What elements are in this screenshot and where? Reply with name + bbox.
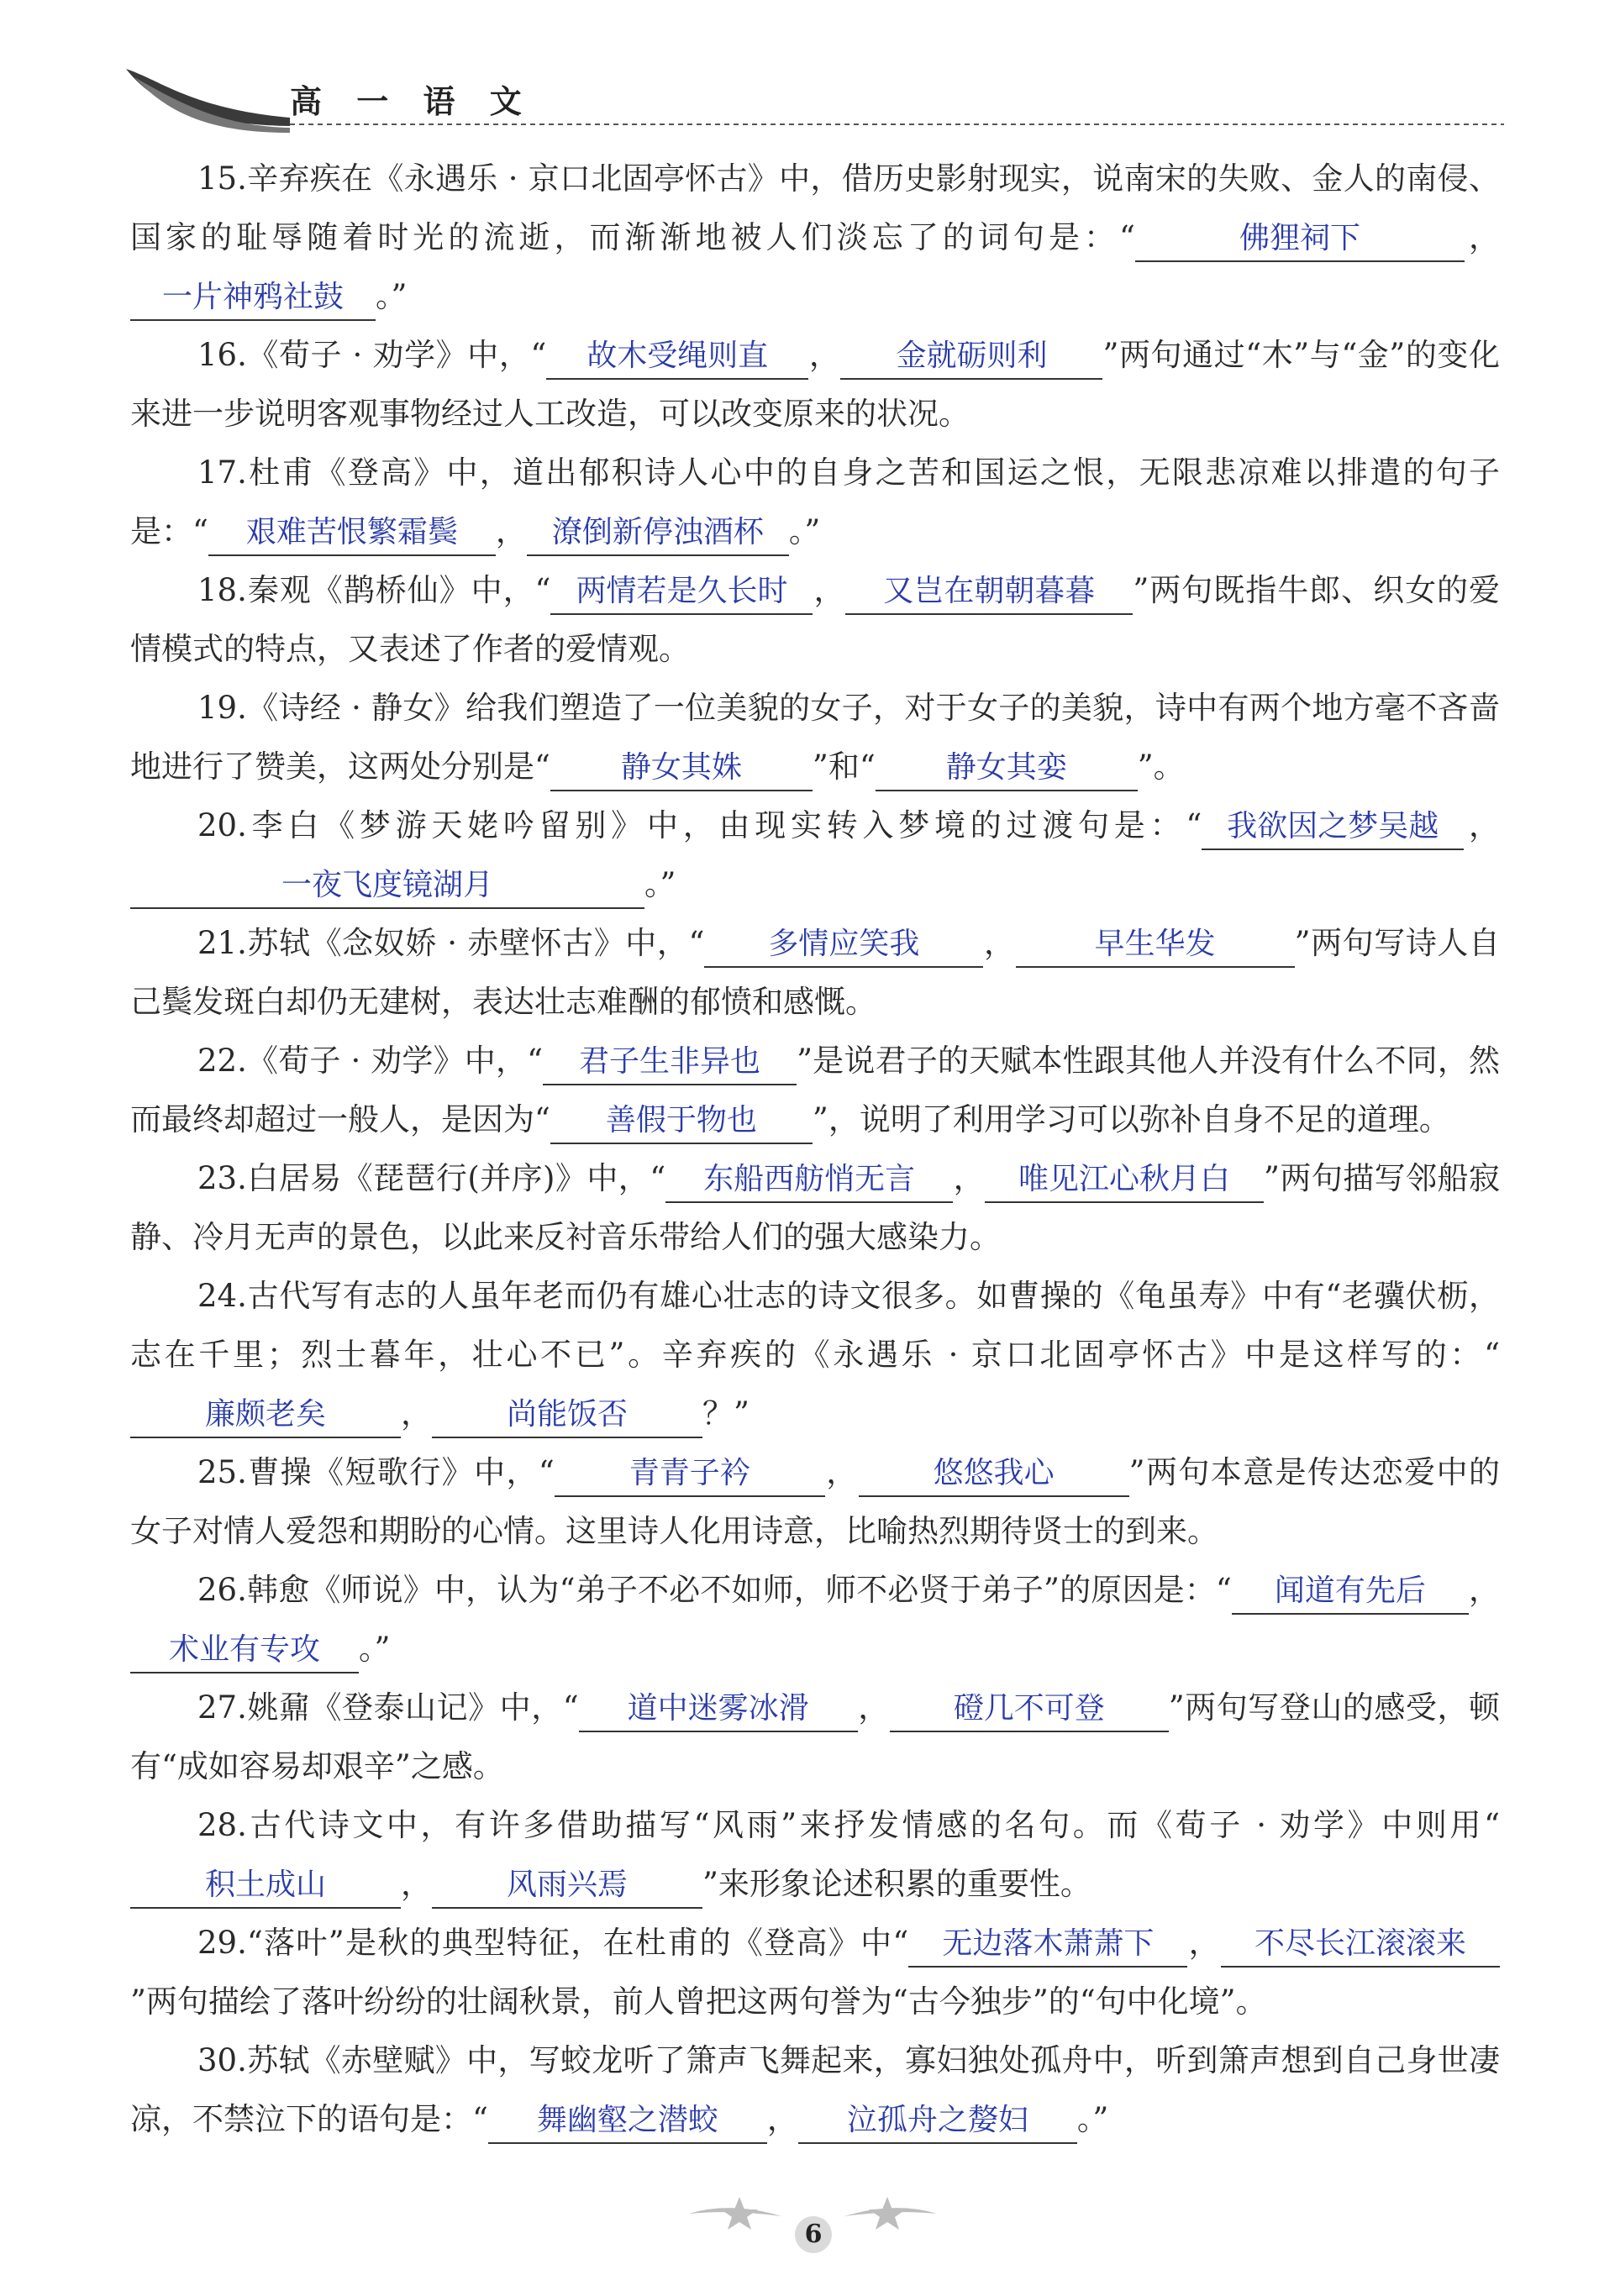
question-item — [130, 679, 1500, 796]
answer-blank: 尚能饭否 — [432, 1396, 702, 1438]
answer-blank: 善假于物也 — [550, 1102, 813, 1144]
question-item — [130, 1443, 1500, 1561]
answer-blank: 唯见江心秋月白 — [985, 1161, 1264, 1203]
header-swoosh-decoration — [0, 0, 1620, 147]
question-text: 韩愈《师说》中，认为“弟子不必不如师，师不必贤于弟子”的原因是：“ — [246, 1572, 1232, 1608]
question-text: ？” — [702, 1395, 750, 1432]
answer-blank: 青青子衿 — [555, 1455, 825, 1497]
question-text: 古代诗文中，有许多借助描写“风雨”来抒发情感的名句。而《荀子 · 劝学》中则用“ — [246, 1807, 1500, 1843]
question-text: ， — [813, 572, 846, 608]
answer-blank: 一夜飞度镜湖月 — [130, 867, 644, 909]
question-number: 18. — [197, 572, 247, 608]
answer-blank: 故木受绳则直 — [546, 338, 808, 380]
question-text: ”两句描绘了落叶纷纷的壮阔秋景，前人曾把这两句誉为“古今独步”的“句中化境”。 — [130, 1983, 1267, 2020]
question-item — [130, 1796, 1500, 1914]
answer-blank: 泣孤舟之嫠妇 — [798, 2102, 1077, 2144]
question-list — [130, 150, 1500, 2149]
question-text: 《诗经 · 静女》给我们塑造了一位美貌的女子，对于女子的美貌，诗中有两个地方毫不吝啬地进行了赞美，这两处分别是“ — [130, 690, 1501, 785]
answer-blank: 廉颇老矣 — [130, 1396, 401, 1438]
question-text: ”来形象论述积累的重要性。 — [702, 1866, 1091, 1902]
answer-blank: 潦倒新停浊酒杯 — [527, 514, 789, 556]
question-text: 姚鼐《登泰山记》中，“ — [246, 1689, 579, 1726]
question-text: 白居易《琵琶行(并序)》中，“ — [246, 1160, 666, 1196]
answer-blank: 早生华发 — [1016, 926, 1295, 968]
question-item — [130, 1032, 1500, 1149]
question-text: ， — [401, 1866, 432, 1902]
question-number: 15. — [197, 160, 247, 197]
question-number: 20. — [197, 807, 247, 843]
answer-blank: 东船西舫悄无言 — [665, 1161, 953, 1203]
question-text: ”，说明了利用学习可以弥补自身不足的道理。 — [812, 1101, 1450, 1137]
answer-blank: 又岂在朝朝暮暮 — [845, 573, 1133, 615]
question-text: ”两句写登山的感受，顿有“成如容易却艰辛”之感。 — [130, 1689, 1501, 1784]
question-number: 27. — [197, 1689, 247, 1726]
question-item — [130, 444, 1500, 561]
question-text: ， — [766, 2101, 798, 2137]
question-text: ， — [1464, 807, 1500, 843]
question-text: 《荀子 · 劝学》中，“ — [246, 1043, 544, 1079]
question-number: 17. — [197, 454, 247, 491]
question-number: 29. — [197, 1925, 247, 1961]
answer-blank: 无边落木萧萧下 — [908, 1926, 1187, 1968]
question-text: 古代写有志的人虽年老而仍有雄心壮志的诗文很多。如曹操的《龟虽寿》中有“老骥伏枥，志在千里；烈士暮年，壮心不已”。辛弃疾的《永遇乐 · 京口北固亭怀古》中是这样写的：“ — [130, 1278, 1500, 1373]
page-header — [0, 0, 1620, 147]
question-text: 。” — [1076, 2101, 1109, 2137]
answer-blank: 悠悠我心 — [859, 1455, 1129, 1497]
question-text: 苏轼《念奴娇 · 赤壁怀古》中，“ — [246, 925, 705, 961]
question-text: ， — [983, 925, 1016, 961]
question-text: ， — [1464, 219, 1501, 255]
page-number: 6 — [795, 2216, 832, 2253]
question-text: ， — [1187, 1925, 1222, 1961]
question-number: 30. — [197, 2042, 247, 2078]
question-text: 曹操《短歌行》中，“ — [246, 1454, 555, 1490]
answer-blank: 磴几不可登 — [890, 1690, 1169, 1732]
question-number: 16. — [197, 337, 247, 373]
question-text: ， — [401, 1395, 432, 1432]
question-text: ”两句描写邻船寂静、冷月无声的景色，以此来反衬音乐带给人们的强大感染力。 — [130, 1160, 1500, 1255]
question-text: ”两句本意是传达恋爱中的女子对情人爱怨和期盼的心情。这里诗人化用诗意，比喻热烈期待贤士的到来。 — [130, 1454, 1500, 1549]
answer-blank: 君子生非异也 — [543, 1043, 797, 1085]
question-text: ”两句通过“木”与“金”的变化来进一步说明客观事物经过人工改造，可以改变原来的状况。 — [130, 337, 1501, 432]
answer-blank: 两情若是久长时 — [550, 573, 813, 615]
question-text: 辛弃疾在《永遇乐 · 京口北固亭怀古》中，借历史影射现实，说南宋的失败、金人的南侵、国家的耻辱随着时光的流逝，而渐渐地被人们淡忘了的词句是：“ — [130, 160, 1500, 255]
question-text: ， — [857, 1689, 890, 1726]
question-item — [130, 796, 1500, 914]
header-title: 高 一 语 文 — [290, 83, 534, 120]
question-item — [130, 914, 1500, 1032]
question-number: 23. — [197, 1160, 247, 1196]
question-item — [130, 1914, 1500, 2031]
answer-blank: 一片神鸦社鼓 — [130, 279, 376, 321]
question-text: 杜甫《登高》中，道出郁积诗人心中的自身之苦和国运之恨，无限悲凉难以排遣的句子是：“ — [130, 454, 1500, 549]
question-item — [130, 2031, 1500, 2149]
answer-blank: 艰难苦恨繁霜鬓 — [208, 514, 496, 556]
answer-blank: 金就砺则利 — [840, 338, 1102, 380]
answer-blank: 积土成山 — [130, 1867, 401, 1909]
question-text: 李白《梦游天姥吟留别》中，由现实转入梦境的过渡句是：“ — [246, 807, 1202, 843]
question-text: 苏轼《赤壁赋》中，写蛟龙听了箫声飞舞起来，寡妇独处孤舟中，听到箫声想到自己身世凄凉，不禁泣下的语句是：“ — [130, 2042, 1500, 2137]
question-text: 《荀子 · 劝学》中，“ — [246, 337, 547, 373]
question-text: 。” — [644, 866, 676, 902]
question-item — [130, 1149, 1500, 1267]
question-text: ， — [1468, 1572, 1501, 1608]
question-text: 。” — [359, 1631, 391, 1667]
question-item — [130, 1679, 1500, 1796]
question-item — [130, 326, 1500, 444]
question-number: 19. — [197, 690, 247, 726]
answer-blank: 道中迷雾冰滑 — [579, 1690, 858, 1732]
answer-blank: 我欲因之梦吴越 — [1202, 808, 1464, 850]
answer-blank: 术业有专攻 — [130, 1631, 359, 1673]
question-text: 秦观《鹊桥仙》中，“ — [246, 572, 551, 608]
question-item — [130, 561, 1500, 679]
question-text: ， — [824, 1454, 859, 1490]
question-number: 25. — [197, 1454, 247, 1490]
question-text: ， — [495, 513, 527, 549]
answer-blank: 静女其娈 — [876, 749, 1138, 791]
question-item — [130, 150, 1500, 326]
page-footer — [0, 2151, 1620, 2249]
question-number: 26. — [197, 1572, 247, 1608]
question-number: 22. — [197, 1043, 247, 1079]
question-number: 28. — [197, 1807, 247, 1843]
question-text: “落叶”是秋的典型特征，在杜甫的《登高》中“ — [246, 1925, 909, 1961]
question-text: 。” — [376, 278, 408, 314]
answer-blank: 静女其姝 — [550, 749, 813, 791]
question-text: 。” — [788, 513, 821, 549]
question-item — [130, 1267, 1500, 1443]
answer-blank: 风雨兴焉 — [432, 1867, 702, 1909]
answer-blank: 不尽长江滚滚来 — [1221, 1926, 1500, 1968]
question-text: ”是说君子的天赋本性跟其他人并没有什么不同，然而最终却超过一般人，是因为“ — [130, 1043, 1500, 1137]
answer-blank: 佛狸祠下 — [1135, 220, 1465, 262]
question-text: ， — [808, 337, 841, 373]
answer-blank: 舞幽壑之潜蛟 — [488, 2102, 767, 2144]
question-number: 21. — [197, 925, 247, 961]
question-item — [130, 1561, 1500, 1679]
answer-blank: 多情应笑我 — [704, 926, 983, 968]
question-text: ”两句写诗人自己鬓发斑白却仍无建树，表达壮志难酬的郁愤和感慨。 — [130, 925, 1501, 1020]
question-text: ”和“ — [812, 749, 876, 785]
question-number: 24. — [197, 1278, 247, 1314]
question-text: ”两句既指牛郎、织女的爱情模式的特点，又表述了作者的爱情观。 — [130, 572, 1501, 667]
answer-blank: 闻道有先后 — [1232, 1573, 1469, 1615]
question-text: ， — [953, 1160, 986, 1196]
question-text: ”。 — [1137, 749, 1185, 785]
